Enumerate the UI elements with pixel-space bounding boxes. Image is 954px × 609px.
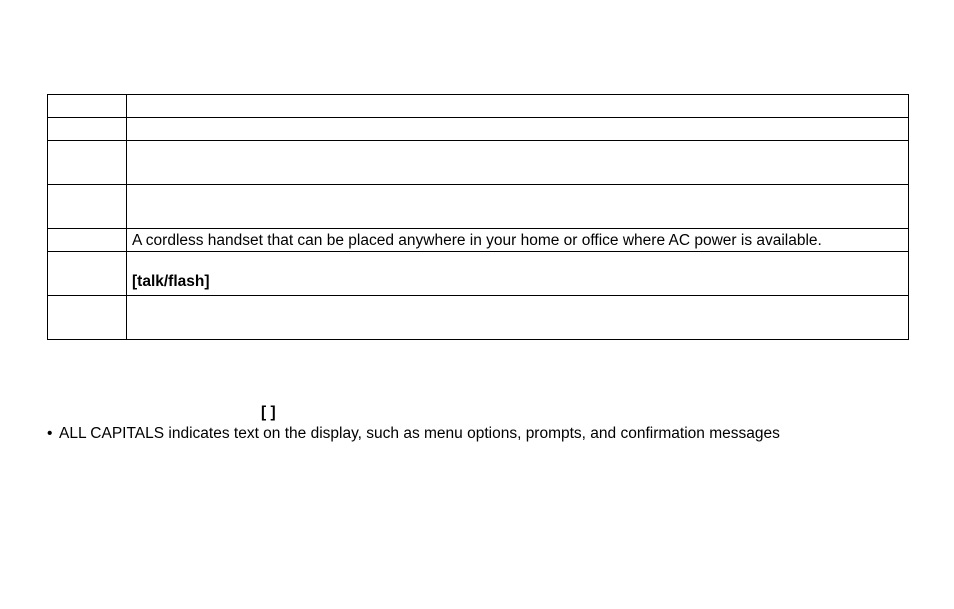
table-row (48, 118, 909, 141)
table-row (48, 296, 909, 340)
definition-cell (127, 95, 909, 118)
bullet-dot-icon: • (47, 425, 53, 442)
bracket-convention-text: [ ] (261, 404, 276, 421)
term-cell (48, 95, 127, 118)
table-row (48, 252, 909, 296)
table-row (48, 95, 909, 118)
table-row (48, 185, 909, 229)
definition-cell (127, 185, 909, 229)
bullet-text: ALL CAPITALS indicates text on the display, such as menu options, prompts, and confirmation messages (59, 425, 780, 442)
term-cell (48, 252, 127, 296)
table-row (48, 229, 909, 252)
term-cell (48, 229, 127, 252)
definition-cell: [talk/flash] (127, 252, 909, 296)
definition-cell (127, 296, 909, 340)
term-cell (48, 141, 127, 185)
capitals-convention-bullet (47, 425, 780, 443)
term-cell (48, 296, 127, 340)
term-cell (48, 118, 127, 141)
definition-cell (127, 118, 909, 141)
terms-table (47, 94, 909, 340)
table-row (48, 141, 909, 185)
definition-cell: A cordless handset that can be placed anywhere in your home or office where AC power is available. (127, 229, 909, 252)
definition-cell (127, 141, 909, 185)
term-cell (48, 185, 127, 229)
